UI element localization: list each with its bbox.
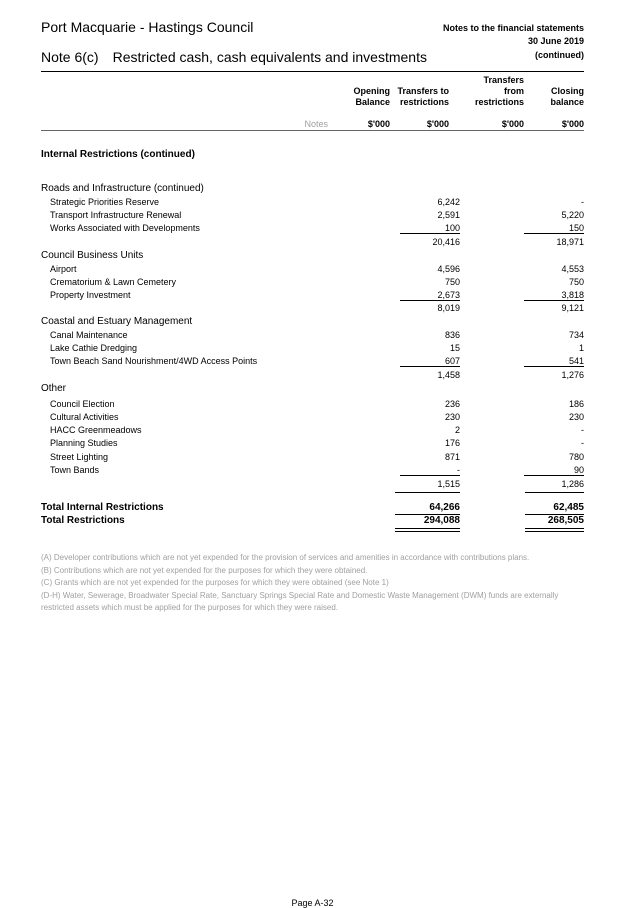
subtotal-closing: 9,121 [561, 303, 584, 313]
col-transfers-from: Transfers from restrictions [474, 75, 524, 107]
statement-info [443, 22, 584, 62]
subtotal-closing: 1,286 [561, 479, 584, 489]
row-closing: 780 [568, 452, 584, 462]
row-transfers-to: 836 [444, 330, 460, 340]
row-label: Canal Maintenance [50, 330, 128, 340]
row-closing: 5,220 [561, 210, 584, 220]
note-number: Note 6(c) [41, 49, 99, 65]
group-subtotal [0, 237, 625, 250]
page-number: Page A-32 [291, 898, 334, 908]
table-row [0, 264, 625, 277]
statement-date: 30 June 2019 [527, 36, 584, 46]
group-title: Roads and Infrastructure (continued) [41, 183, 204, 194]
row-label: Lake Cathie Dredging [50, 343, 138, 353]
row-label: Property Investment [50, 290, 131, 300]
footnote: (A) Developer contributions which are not yet expended for the provision of services and amenities in accordance with contributions plans. [41, 553, 530, 562]
table-row [0, 330, 625, 343]
row-closing: 734 [568, 330, 584, 340]
row-transfers-to: 607 [400, 356, 460, 367]
table-row [0, 399, 625, 412]
row-closing: 4,553 [561, 264, 584, 274]
table-row [0, 452, 625, 465]
double-underline [395, 528, 460, 532]
table-row [0, 210, 625, 223]
row-closing: 90 [524, 465, 584, 476]
row-closing: 541 [524, 356, 584, 367]
notes-column-label: Notes [304, 119, 328, 129]
council-name: Port Macquarie - Hastings Council [41, 19, 254, 35]
total-internal-label: Total Internal Restrictions [41, 502, 164, 513]
unit-closing: $'000 [561, 119, 584, 129]
footnotes [41, 552, 586, 615]
group-title: Coastal and Estuary Management [41, 316, 193, 327]
row-label: Town Bands [50, 465, 100, 475]
group-subtotal [0, 370, 625, 383]
statement-type: Notes to the financial statements [442, 23, 584, 33]
row-label: Street Lighting [50, 452, 109, 462]
table-row [0, 223, 625, 236]
col-opening-balance: Opening Balance [353, 86, 390, 107]
subtotal-rule [525, 492, 584, 493]
subtotal-transfers-to: 1,515 [437, 479, 460, 489]
row-label: HACC Greenmeadows [50, 425, 142, 435]
column-header-divider [41, 130, 584, 131]
row-label: Cultural Activities [50, 412, 119, 422]
row-transfers-to: 2,673 [400, 290, 460, 301]
row-transfers-to: 15 [449, 343, 460, 353]
row-label: Works Associated with Developments [50, 223, 200, 233]
subtotal-transfers-to: 1,458 [437, 370, 460, 380]
table-row [0, 290, 625, 303]
table-row [0, 356, 625, 369]
unit-transfers-to: $'000 [426, 119, 449, 129]
total-restrictions-closing: 268,505 [547, 515, 584, 526]
row-closing: 750 [568, 277, 584, 287]
total-restrictions-label: Total Restrictions [41, 515, 125, 526]
row-label: Strategic Priorities Reserve [50, 197, 160, 207]
unit-opening: $'000 [367, 119, 390, 129]
total-restrictions-row [0, 515, 625, 528]
footnote: (B) Contributions which are not yet expended for the purposes for which they were obtained. [41, 565, 368, 575]
col-transfers-to: Transfers to restrictions [397, 86, 449, 107]
col-closing-balance: Closing balance [550, 86, 584, 107]
row-label: Crematorium & Lawn Cemetery [50, 277, 177, 287]
row-label: Airport [50, 264, 77, 274]
row-transfers-to: 4,596 [437, 264, 460, 274]
row-transfers-to: 176 [444, 438, 460, 448]
row-closing: 1 [578, 343, 584, 353]
note-title: Restricted cash, cash equivalents and investments [112, 49, 427, 65]
row-transfers-to: - [400, 465, 460, 476]
note-heading [41, 49, 427, 65]
row-transfers-to: 2 [454, 425, 460, 435]
row-closing: 150 [524, 223, 584, 234]
table-row [0, 425, 625, 438]
row-transfers-to: 230 [444, 412, 460, 422]
row-closing: - [581, 425, 584, 435]
row-transfers-to: 100 [400, 223, 460, 234]
group-title: Other [41, 383, 67, 394]
row-transfers-to: 750 [444, 277, 460, 287]
row-transfers-to: 236 [444, 399, 460, 409]
row-label: Council Election [50, 399, 115, 409]
section-title: Internal Restrictions (continued) [41, 149, 195, 160]
double-underline [525, 528, 584, 532]
subtotal-transfers-to: 20,416 [432, 237, 460, 247]
row-closing: 230 [568, 412, 584, 422]
row-closing: 3,818 [524, 290, 584, 301]
subtotal-closing: 1,276 [561, 370, 584, 380]
table-row [0, 465, 625, 478]
table-row [0, 197, 625, 210]
row-closing: - [581, 438, 584, 448]
footnote: (D-H) Water, Sewerage, Broadwater Special Rate, Sanctuary Springs Special Rate and Domestic Waste Management (DWM) funds are externally restricted assets which must be applied for the purposes for which they were raised. [41, 590, 559, 612]
total-restrictions-transfers-to: 294,088 [423, 515, 460, 526]
row-transfers-to: 6,242 [437, 197, 460, 207]
total-internal-transfers-to: 64,266 [429, 502, 460, 513]
row-label: Planning Studies [50, 438, 118, 448]
row-label: Transport Infrastructure Renewal [50, 210, 182, 220]
document-header [41, 19, 427, 65]
unit-transfers-from: $'000 [501, 119, 524, 129]
subtotal-rule [395, 492, 460, 493]
row-closing: 186 [568, 399, 584, 409]
group-subtotal [0, 303, 625, 316]
header-divider [41, 71, 584, 72]
row-closing: - [581, 197, 584, 207]
row-transfers-to: 2,591 [437, 210, 460, 220]
footnote: (C) Grants which are not yet expended for the purposes for which they were obtained (see Note 1) [41, 578, 389, 587]
row-transfers-to: 871 [444, 452, 460, 462]
table-row [0, 343, 625, 356]
table-row [0, 438, 625, 451]
group-title: Council Business Units [41, 250, 144, 261]
group-subtotal [0, 479, 625, 492]
total-internal-closing: 62,485 [553, 502, 584, 513]
subtotal-closing: 18,971 [556, 237, 584, 247]
table-row [0, 412, 625, 425]
table-row [0, 277, 625, 290]
row-label: Town Beach Sand Nourishment/4WD Access Points [50, 356, 258, 366]
subtotal-transfers-to: 8,019 [437, 303, 460, 313]
continued-label: (continued) [535, 50, 584, 60]
